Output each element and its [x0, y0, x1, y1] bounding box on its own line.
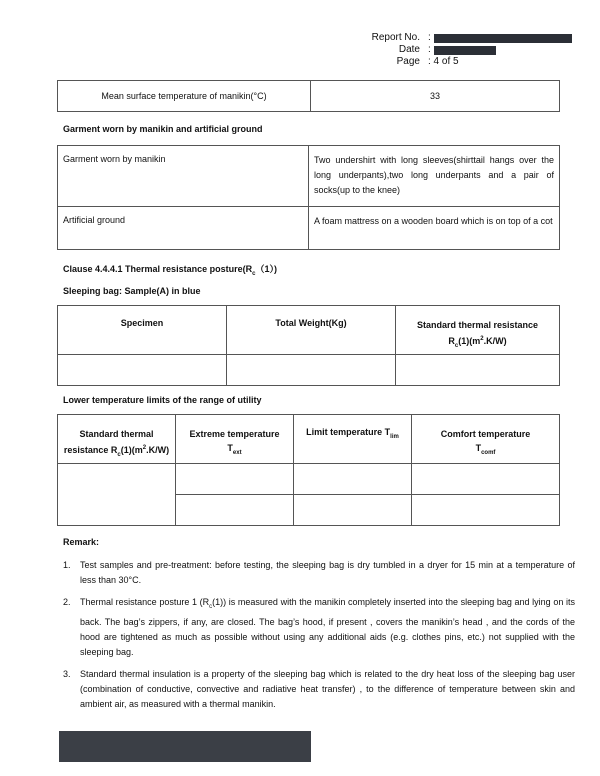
mean-surface-value: 33	[311, 81, 560, 112]
clause-heading: Clause 4.4.4.1 Thermal resistance $posture(R_c(1))$	[63, 264, 277, 277]
limits-heading: Lower temperature limits of the range of utility	[63, 395, 262, 405]
limits-col-comfort: Comfort temperature $T_{comf}$	[412, 415, 560, 464]
remarks-list	[63, 558, 575, 719]
mean-surface-label: Mean surface temperature of manikin(°C)	[58, 81, 311, 112]
ground-value: A foam mattress on a wooden board which is on top of a cot	[309, 207, 560, 250]
mean-surface-table	[57, 80, 560, 112]
report-no-label: Report No.	[371, 32, 420, 43]
specimen-table	[57, 305, 560, 386]
garment-table	[57, 145, 560, 250]
limits-col-extreme: Extreme temperature $T_{ext}$	[176, 415, 294, 464]
limits-table	[57, 414, 560, 526]
limits-comfort-cell-2	[412, 494, 560, 525]
remark-item: 3. Standard thermal insulation is a property of the sleeping bag which is related to the dry heat loss of the sleeping bag user (combination of conductive, convective and radiative heat transfer) , to the difference of temperature between skin and ambient air, as measured with a thermal manikin.	[63, 668, 575, 709]
limits-extreme-cell-2	[176, 494, 294, 525]
report-header: Report No. : Date : Page : 4 of 5	[368, 32, 572, 68]
limits-limit-cell-1	[294, 463, 412, 494]
redacted-report-no	[434, 34, 572, 43]
garment-heading: Garment worn by manikin and artificial ground	[63, 124, 263, 134]
garment-label: Garment worn by manikin	[58, 146, 309, 207]
specimen-cell	[58, 354, 227, 385]
remark-item: 1. Test samples and pre-treatment: before testing, the sleeping bag is dry tumbled in a dryer for 15 min at a temperature of less than 30°C.	[63, 560, 575, 585]
redacted-date	[434, 46, 496, 55]
limits-standard-cell	[58, 463, 176, 525]
limits-col-limit: Limit temperature $T_{lim}$	[294, 415, 412, 464]
limits-extreme-cell-1	[176, 463, 294, 494]
garment-value: Two undershirt with long sleeves(shirttail hangs over the long underpants),two long underpants and a pair of socks(up to the knee)	[309, 146, 560, 207]
limits-comfort-cell-1	[412, 463, 560, 494]
limits-col-standard: Standard thermal resistance $R_c(1)(m^2.K/W)$	[58, 415, 176, 464]
remark-title: Remark:	[63, 537, 100, 547]
resistance-cell	[396, 354, 560, 385]
ground-label: Artificial ground	[58, 207, 309, 250]
remark-item: 2. Thermal resistance posture 1 $(R_c(1))$ is measured with the manikin completely inserted into the sleeping bag and lying on its back. The bag’s zippers, if any, are closed. The bag’s hood, if present , covers the manikin’s head , and the cords of the hood are tightened as much as possible without using any additional aids (e.g. clothes pins, etc.) not supplied with the sleeping bag.	[63, 597, 575, 657]
page-label: Page	[396, 56, 420, 67]
limits-limit-cell-2	[294, 494, 412, 525]
col-specimen: Specimen	[58, 306, 227, 355]
page-value: : 4 of 5	[428, 56, 459, 67]
redacted-footer	[59, 731, 311, 762]
col-total-weight: Total Weight(Kg)	[227, 306, 396, 355]
sleeping-bag-heading: Sleeping bag: Sample(A) in blue	[63, 286, 201, 296]
col-standard-resistance: Standard thermal resistance $R_c(1)(m^2.K/W)$	[396, 306, 560, 355]
weight-cell	[227, 354, 396, 385]
date-label: Date	[398, 44, 420, 55]
